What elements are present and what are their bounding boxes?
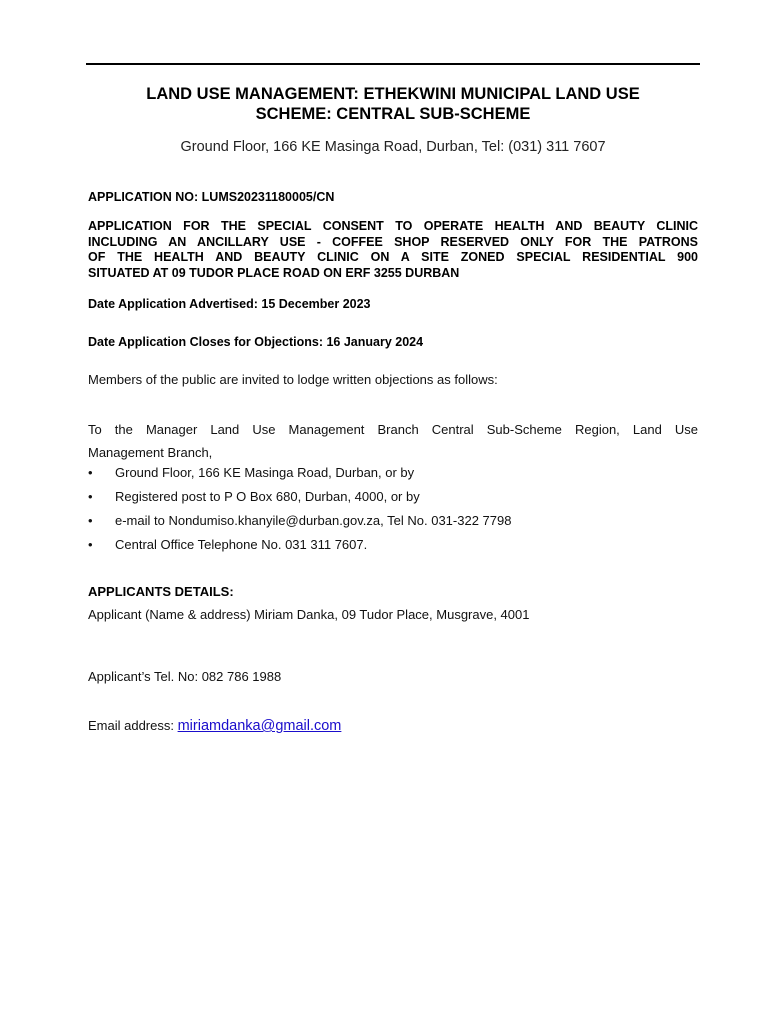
description-line: INCLUDING AN ANCILLARY USE - COFFEE SHOP RESERVED ONLY FOR THE PATRONS: [88, 234, 698, 249]
email-label: Email address:: [88, 718, 178, 733]
bullet-icon: •: [88, 537, 93, 552]
date-closes: Date Application Closes for Objections: 16 January 2024: [88, 335, 424, 349]
description-line: OF THE HEALTH AND BEAUTY CLINIC ON A SITE ZONED SPECIAL RESIDENTIAL 900: [88, 250, 698, 264]
email-link[interactable]: miriamdanka@gmail.com: [177, 718, 342, 734]
recipient-line-2: Management Branch,: [88, 445, 213, 460]
applicant-name-address: Applicant (Name & address) Miriam Danka, 09 Tudor Place, Musgrave, 4001: [88, 607, 530, 622]
office-address: Ground Floor, 166 KE Masinga Road, Durban, Tel: (031) 311 7607: [180, 139, 606, 155]
method-text: Central Office Telephone No. 031 311 7607.: [115, 537, 368, 552]
method-text: Ground Floor, 166 KE Masinga Road, Durban, or by: [115, 465, 415, 480]
list-item: [88, 488, 698, 512]
bullet-icon: •: [88, 465, 93, 480]
application-number: APPLICATION NO: LUMS20231180005/CN: [88, 190, 335, 204]
date-advertised: Date Application Advertised: 15 December 2023: [88, 297, 371, 311]
title-line-1: LAND USE MANAGEMENT: ETHEKWINI MUNICIPAL LAND USE: [146, 85, 640, 103]
description-line: SITUATED AT 09 TUDOR PLACE ROAD ON ERF 3255 DURBAN: [88, 265, 460, 280]
objection-methods-list: [88, 464, 698, 560]
list-item: [88, 536, 698, 560]
list-item: [88, 512, 698, 536]
method-text: Registered post to P O Box 680, Durban, 4000, or by: [115, 489, 420, 504]
objections-intro: Members of the public are invited to lodge written objections as follows:: [88, 372, 498, 387]
description-line: APPLICATION FOR THE SPECIAL CONSENT TO OPERATE HEALTH AND BEAUTY CLINIC: [88, 219, 698, 233]
applicants-heading: APPLICANTS DETAILS:: [88, 584, 234, 599]
applicant-tel: Applicant’s Tel. No: 082 786 1988: [88, 669, 282, 684]
top-divider: [86, 63, 700, 65]
title-line-2: SCHEME: CENTRAL SUB-SCHEME: [255, 105, 531, 123]
method-text: e-mail to Nondumiso.khanyile@durban.gov.za, Tel No. 031-322 7798: [115, 513, 512, 528]
objections-recipient: [88, 418, 698, 464]
applicant-email-row: [88, 717, 341, 735]
document-title: [86, 84, 700, 124]
recipient-line-1: To the Manager Land Use Management Branch Central Sub-Scheme Region, Land Use: [88, 422, 698, 437]
list-item: [88, 464, 698, 488]
bullet-icon: •: [88, 513, 93, 528]
application-description: [88, 219, 698, 281]
bullet-icon: •: [88, 489, 93, 504]
